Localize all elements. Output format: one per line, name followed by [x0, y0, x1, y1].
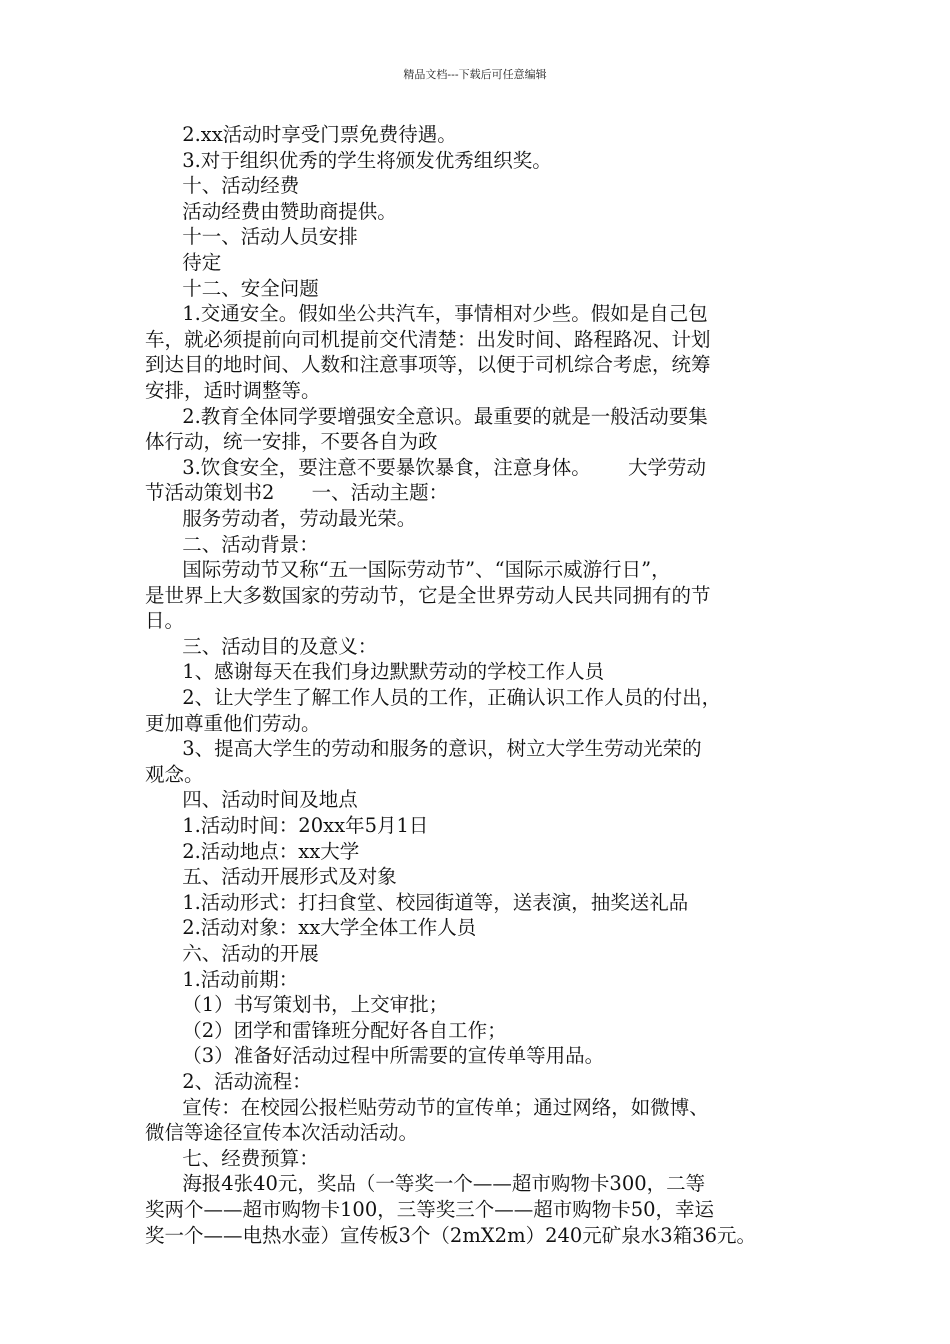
text-line: 待定 [145, 250, 222, 274]
text-line: 到达目的地时间、人数和注意事项等，以便于司机综合考虑，统筹 [145, 353, 711, 377]
text-line: 观念。 [145, 762, 204, 786]
text-line: （3）准备好活动过程中所需要的宣传单等用品。 [145, 1044, 605, 1068]
text-line: 四、活动时间及地点 [145, 788, 358, 812]
text-line: （1）书写策划书，上交审批； [145, 993, 449, 1017]
text-line: 1.活动形式：打扫食堂、校园街道等，送表演，抽奖送礼品 [145, 890, 689, 914]
text-line: 1.活动前期： [145, 967, 299, 991]
text-line: 海报4张40元，奖品（一等奖一个——超市购物卡300，二等 [145, 1172, 706, 1196]
text-line: 3.对于组织优秀的学生将颁发优秀组织奖。 [145, 148, 552, 172]
text-line: 2.xx活动时享受门票免费待遇。 [145, 123, 457, 146]
text-line: 体行动，统一安排，不要各自为政 [145, 430, 438, 454]
text-line: 3、提高大学生的劳动和服务的意识，树立大学生劳动光荣的 [145, 737, 702, 761]
text-line: 奖一个——电热水壶）宣传板3个（2mX2m）240元矿泉水3箱36元。 [145, 1223, 757, 1247]
text-line: 是世界上大多数国家的劳动节，它是全世界劳动人民共同拥有的节 [145, 583, 711, 607]
page-header: 精品文档---下载后可任意编辑 [403, 68, 547, 81]
document-body [145, 122, 825, 1248]
text-line: 十二、安全问题 [145, 276, 319, 300]
text-line: 更加尊重他们劳动。 [145, 711, 321, 735]
text-line: 五、活动开展形式及对象 [145, 865, 397, 889]
text-line: （2）团学和雷锋班分配好各自工作； [145, 1018, 507, 1042]
text-line: 国际劳动节又称“五一国际劳动节”、“国际示威游行日”， [145, 558, 671, 582]
text-line: 1.交通安全。假如坐公共汽车，事情相对少些。假如是自己包 [145, 302, 708, 326]
text-line: 2.教育全体同学要增强安全意识。最重要的就是一般活动要集 [145, 404, 708, 428]
text-line: 十、活动经费 [145, 174, 300, 198]
text-line: 3.饮食安全，要注意不要暴饮暴食，注意身体。 大学劳动 [145, 455, 706, 479]
text-line: 微信等途径宣传本次活动活动。 [145, 1121, 419, 1145]
text-line: 2、活动流程： [145, 1069, 312, 1093]
text-line: 服务劳动者，劳动最光荣。 [145, 506, 417, 530]
text-line: 三、活动目的及意义： [145, 634, 378, 658]
text-line: 十一、活动人员安排 [145, 225, 358, 249]
text-line: 六、活动的开展 [145, 942, 319, 965]
text-line: 二、活动背景： [145, 532, 319, 556]
text-line: 安排，适时调整等。 [145, 378, 321, 402]
text-line: 节活动策划书2 一、活动主题： [145, 481, 449, 505]
text-line: 1、感谢每天在我们身边默默劳动的学校工作人员 [145, 660, 605, 684]
text-line: 车，就必须提前向司机提前交代清楚：出发时间、路程路况、计划 [145, 327, 711, 351]
text-line: 2.活动对象：xx大学全体工作人员 [145, 916, 477, 940]
text-line: 七、经费预算： [145, 1146, 319, 1170]
text-line: 1.活动时间：20xx年5月1日 [145, 814, 429, 838]
text-line: 奖两个——超市购物卡100，三等奖三个——超市购物卡50，幸运 [145, 1197, 715, 1221]
text-line: 日。 [145, 609, 185, 633]
text-line: 2.活动地点：xx大学 [145, 839, 360, 863]
text-line: 2、让大学生了解工作人员的工作，正确认识工作人员的付出， [145, 686, 722, 710]
text-line: 活动经费由赞助商提供。 [145, 199, 397, 223]
text-line: 宣传：在校园公报栏贴劳动节的宣传单；通过网络，如微博、 [145, 1095, 709, 1119]
